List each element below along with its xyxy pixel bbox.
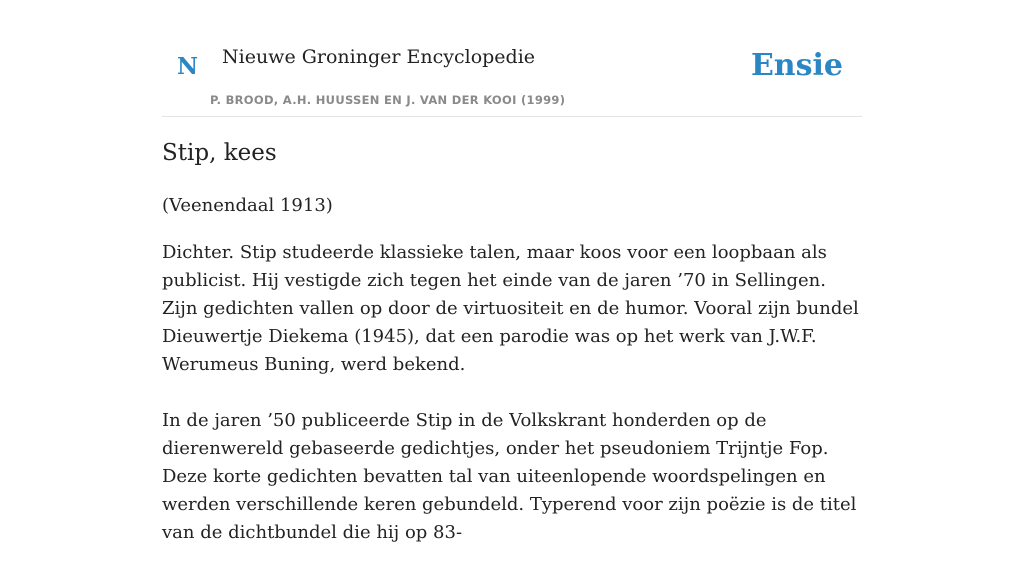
page (162, 0, 862, 543)
publication-logo[interactable]: N (177, 53, 199, 80)
entry-subtitle: (Veenendaal 1913) (162, 195, 333, 216)
entry-paragraph: Dichter. Stip studeerde klassieke talen, maar koos voor een loopbaan als publicist. Hij vestigde zich tegen het einde van de jaren ’70 in Sellingen. Zijn gedichten vallen op door de virtuositeit en de humor. Vooral zijn bundel Dieuwertje Diekema (1945), dat een parodie was op het werk van J.W.F. Werumeus Buning, werd bekend. (162, 242, 859, 375)
entry-body (162, 239, 862, 575)
brand-logo[interactable]: Ensie (750, 48, 843, 83)
publication-header (162, 0, 862, 117)
publication-title[interactable]: Nieuwe Groninger Encyclopedie (222, 46, 536, 68)
entry-paragraph: In de jaren ’50 publiceerde Stip in de Volkskrant honderden op de dierenwereld gebaseerde gedichtjes, onder het pseudoniem Trijntje Fop. Deze korte gedichten bevatten tal van uiteenlopende woordspelingen en werden verschillende keren gebundeld. Typerend voor zijn poëzie is de titel van de dichtbundel die hij op 83- (162, 410, 857, 543)
publication-authors: P. BROOD, A.H. HUUSSEN EN J. VAN DER KOOI (1999) (210, 93, 566, 107)
entry-title: Stip, kees (162, 140, 277, 166)
